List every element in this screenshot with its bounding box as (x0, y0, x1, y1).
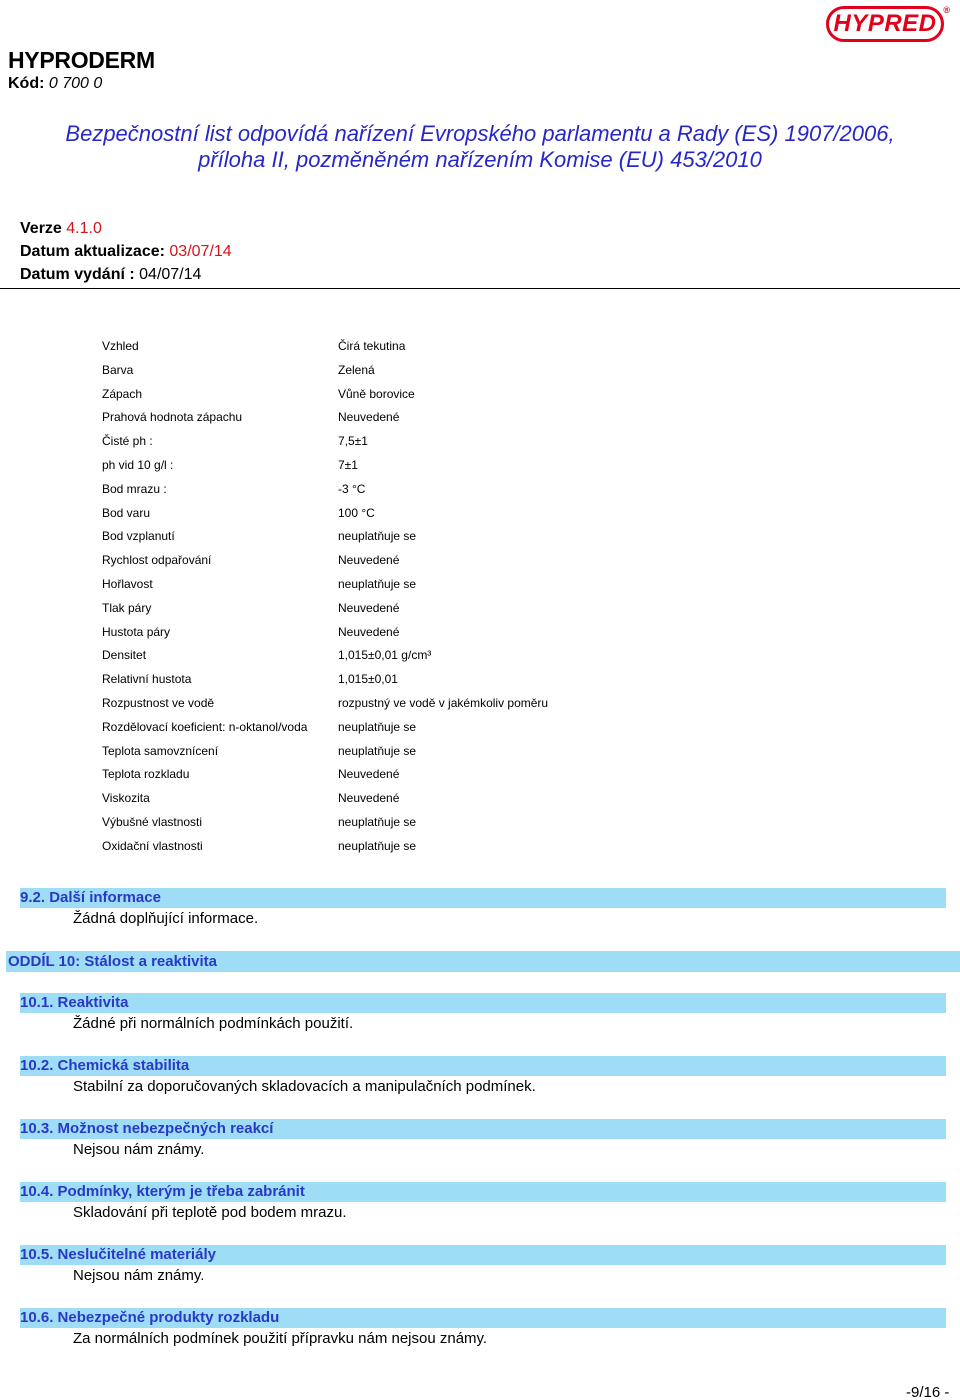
subsection-title: Neslučitelné materiály (57, 1246, 216, 1263)
property-row (102, 790, 822, 814)
updated-line (20, 243, 232, 261)
property-value: Neuvedené (338, 791, 400, 806)
subsection-heading-10-1 (20, 993, 946, 1013)
property-label: Oxidační vlastnosti (102, 838, 203, 853)
property-value: 7,5±1 (338, 434, 368, 449)
property-label: Bod mrazu : (102, 481, 167, 496)
property-value: neuplatňuje se (338, 529, 417, 544)
subsection-number: 10.6. (20, 1309, 54, 1326)
updated-label: Datum aktualizace: (20, 243, 165, 260)
subsection-heading-10-3 (20, 1119, 946, 1139)
property-label: Bod varu (102, 505, 151, 520)
version-label: Verze (20, 220, 62, 237)
property-value: neuplatňuje se (338, 576, 417, 591)
product-code-label: Kód: (8, 75, 45, 92)
property-row (102, 386, 822, 410)
issued-line (20, 266, 201, 284)
subsection-number: 10.1. (20, 994, 54, 1011)
property-label: Densitet (102, 648, 147, 663)
property-row (102, 600, 822, 624)
subsection-body-10-5: Nejsou nám známy. (73, 1267, 205, 1284)
property-value: neuplatňuje se (338, 719, 417, 734)
property-row (102, 505, 822, 529)
subsection-title: Reaktivita (57, 994, 129, 1011)
property-value: Neuvedené (338, 767, 400, 782)
subsection-title: Možnost nebezpečných reakcí (57, 1120, 274, 1137)
property-row (102, 695, 822, 719)
header-divider (0, 288, 960, 289)
property-row (102, 481, 822, 505)
property-row (102, 624, 822, 648)
property-label: Vzhled (102, 339, 139, 353)
hypred-logo (826, 5, 950, 42)
subsection-heading-10-4 (20, 1182, 946, 1202)
property-label: Rychlost odpařování (102, 553, 212, 568)
property-label: Rozpustnost ve vodě (102, 695, 215, 710)
property-value: Neuvedené (338, 624, 400, 639)
property-row (102, 576, 822, 600)
property-label: Teplota rozkladu (102, 767, 190, 782)
property-row (102, 766, 822, 790)
issued-value: 04/07/14 (139, 266, 202, 283)
subsection-heading-10-6 (20, 1308, 946, 1328)
subsection-heading-10-2 (20, 1056, 946, 1076)
subsection-number: 10.4. (20, 1183, 54, 1200)
property-value: neuplatňuje se (338, 814, 417, 829)
property-label: Tlak páry (102, 600, 152, 615)
property-row (102, 338, 822, 362)
product-code (8, 75, 102, 93)
hypred-logo-text: HYPRED (833, 10, 937, 37)
subsection-body-10-3: Nejsou nám známy. (73, 1141, 205, 1158)
property-value: neuplatňuje se (338, 838, 417, 853)
version-line (20, 220, 102, 238)
issued-label: Datum vydání : (20, 266, 135, 283)
subsection-heading-10-5 (20, 1245, 946, 1265)
subsection-number: 10.3. (20, 1120, 54, 1137)
subsection-body-10-2: Stabilní za doporučovaných skladovacích a manipulačních podmínek. (73, 1078, 536, 1095)
subsection-title: Další informace (49, 889, 161, 906)
product-name: HYPRODERM (8, 47, 155, 73)
property-label: Hustota páry (102, 624, 171, 639)
property-row (102, 528, 822, 552)
property-value: Neuvedené (338, 410, 400, 425)
section-heading-10: ODDÍL 10: Stálost a reaktivita (6, 951, 960, 972)
subsection-number: 10.5. (20, 1246, 54, 1263)
property-row (102, 838, 822, 862)
subsection-body-10-1: Žádné při normálních podmínkách použití. (73, 1015, 354, 1032)
property-label: ph vid 10 g/l : (102, 457, 174, 472)
property-value: 100 °C (338, 505, 375, 520)
subsection-title: Nebezpečné produkty rozkladu (57, 1309, 280, 1326)
property-row (102, 552, 822, 576)
property-row (102, 433, 822, 457)
property-row (102, 743, 822, 767)
property-label: Hořlavost (102, 576, 153, 591)
property-label: Prahová hodnota zápachu (102, 410, 243, 425)
property-value: rozpustný ve vodě v jakémkoliv poměru (338, 695, 549, 710)
subsection-number: 9.2. (20, 889, 46, 906)
property-value: Neuvedené (338, 600, 400, 615)
property-value: Vůně borovice (338, 386, 415, 401)
property-value: Zelená (338, 362, 375, 377)
property-label: Relativní hustota (102, 672, 192, 687)
property-label: Bod vzplanutí (102, 529, 175, 544)
property-row (102, 671, 822, 695)
regulation-title-line1: Bezpečnostní list odpovídá nařízení Evropského parlamentu a Rady (ES) 1907/2006, (65, 121, 895, 146)
version-value: 4.1.0 (66, 220, 102, 237)
subsection-body-10-4: Skladování při teplotě pod bodem mrazu. (73, 1204, 347, 1221)
updated-value: 03/07/14 (169, 243, 232, 260)
product-code-value: 0 700 0 (48, 75, 103, 92)
subsection-heading-9-2 (20, 888, 946, 908)
property-value: 7±1 (338, 457, 358, 472)
property-label: Výbušné vlastnosti (102, 814, 203, 829)
subsection-body-9-2: Žádná doplňující informace. (73, 910, 259, 927)
property-label: Rozdělovací koeficient: n-oktanol/voda (102, 719, 308, 734)
property-row (102, 814, 822, 838)
property-value: 1,015±0,01 (338, 672, 398, 687)
property-value: Neuvedené (338, 553, 400, 568)
property-label: Zápach (102, 386, 143, 401)
property-label: Barva (102, 362, 134, 377)
property-label: Teplota samovznícení (102, 743, 219, 758)
subsection-title: Chemická stabilita (57, 1057, 190, 1074)
property-row (102, 457, 822, 481)
property-value: Čirá tekutina (338, 339, 406, 353)
page-number: -9/16 - (906, 1384, 950, 1400)
property-row (102, 362, 822, 386)
property-label: Viskozita (102, 791, 150, 806)
property-row (102, 719, 822, 743)
property-row (102, 647, 822, 671)
subsection-title: Podmínky, kterým je třeba zabránit (57, 1183, 305, 1200)
property-value: 1,015±0,01 g/cm³ (338, 648, 432, 663)
subsection-body-10-6: Za normálních podmínek použití přípravku nám nejsou známy. (73, 1330, 488, 1347)
property-row (102, 409, 822, 433)
property-value: neuplatňuje se (338, 743, 417, 758)
registered-mark: ® (943, 5, 950, 15)
regulation-title-line2: příloha II, pozměněném nařízením Komise (EU) 453/2010 (198, 147, 762, 172)
property-label: Čisté ph : (102, 434, 153, 449)
subsection-number: 10.2. (20, 1057, 54, 1074)
properties-table (102, 338, 822, 862)
property-value: -3 °C (338, 481, 366, 496)
